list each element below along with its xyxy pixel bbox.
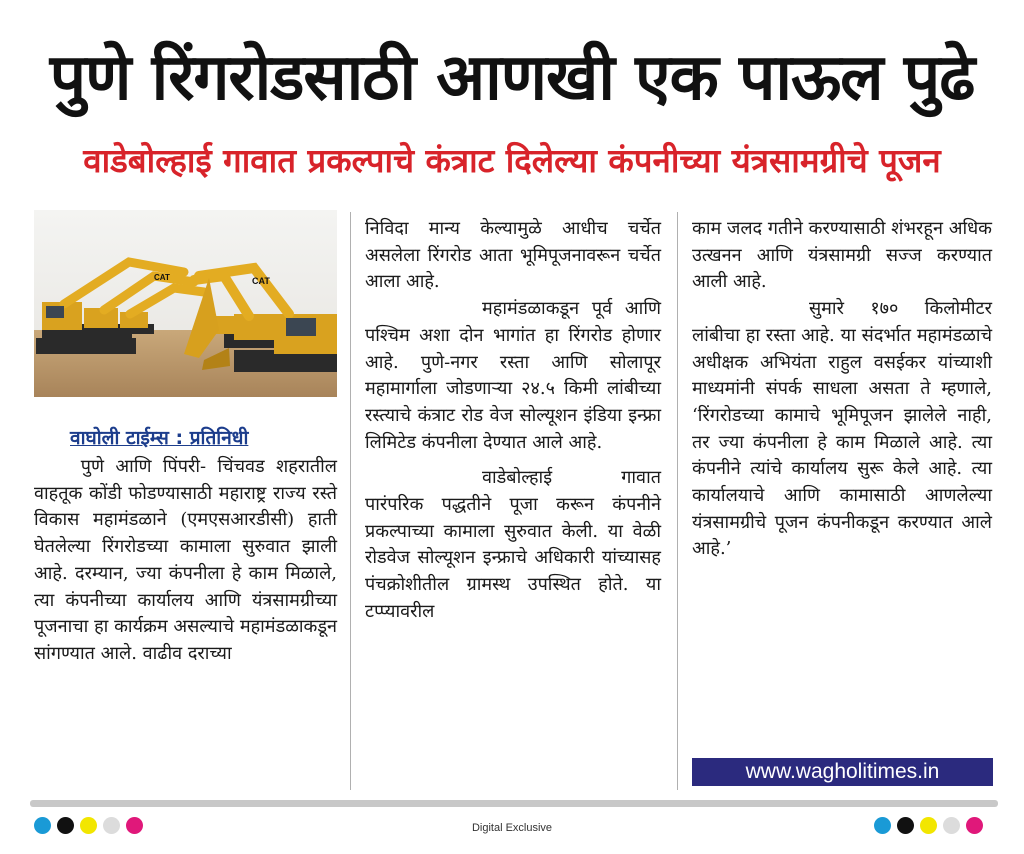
registration-marks-right xyxy=(874,817,983,834)
registration-dot-icon xyxy=(874,817,891,834)
news-photo xyxy=(34,210,337,397)
registration-dot-icon xyxy=(943,817,960,834)
article-column-1 xyxy=(34,454,337,668)
paragraph: सुमारे १७० किलोमीटर लांबीचा हा रस्ता आहे. या संदर्भात महामंडळाचे अधीक्षक अभियंता राहुल वसईकर यांच्याशी माध्यमांनी संपर्क साधला असता ते म्हणाले, ‘रिंगरोडच्या कामाचे भूमिपूजन झालेले नाही, तर ज्या कंपनीला हे काम मिळाले आहे. त्या कंपनीने त्यांचे कार्यालय सुरू केले आहे. त्या कार्यालयाचे आणि कामासाठी आणलेल्या यंत्रसामग्रीचे पूजन कंपनीकडून करण्यात आले आहे.’ xyxy=(692,298,992,560)
article-column-3 xyxy=(692,216,992,563)
headline: पुणे रिंगरोडसाठी आणखी एक पाऊल पुढे xyxy=(49,41,975,115)
registration-dot-icon xyxy=(966,817,983,834)
paragraph: वाडेबोल्हाई गावात पारंपरिक पद्धतीने पूजा करून कंपनीने प्रकल्पाच्या कामाला सुरुवात केली. या वेळी रोडवेज सोल्यूशन इन्फ्राचे अधिकारी यांच्यासह पंचक्रोशीतील ग्रामस्थ उपस्थित होते. या टप्प्यावरील xyxy=(365,467,661,622)
website-link[interactable]: www.wagholitimes.in xyxy=(692,758,993,786)
bottom-rule xyxy=(30,800,998,807)
paragraph: पुणे आणि पिंपरी- चिंचवड शहरातील वाहतूक कोंडी फोडण्यासाठी महाराष्ट्र राज्य रस्ते विकास महामंडळाने (एमएसआरडीसी) हाती घेतलेल्या रिंगरोडच्या कामाला सुरुवात झाली आहे. दरम्यान, ज्या कंपनीला हे काम मिळाले, त्या कंपनीच्या कार्यालय आणि यंत्रसामग्रीच्या पूजनाचा हा कार्यक्रम असल्याचे महामंडळाकडून सांगण्यात आले. वाढीव दराच्या xyxy=(34,456,337,664)
registration-dot-icon xyxy=(897,817,914,834)
column-divider xyxy=(350,212,351,790)
paragraph: महामंडळाकडून पूर्व आणि पश्चिम अशा दोन भागांत हा रिंगरोड होणार आहे. पुणे-नगर रस्ता आणि सोलापूर महामार्गाला जोडणाऱ्या २४.५ किमी लांबीच्या रस्त्याचे कंत्राट रोड वेज सोल्यूशन इंडिया इन्फ्रा लिमिटेड कंपनीला देण्यात आले आहे. xyxy=(365,298,661,453)
footer-label: Digital Exclusive xyxy=(471,822,553,834)
column-divider xyxy=(677,212,678,790)
paragraph: काम जलद गतीने करण्यासाठी शंभरहून अधिक उत्खनन आणि यंत्रसामग्री सज्ज करण्यात आली आहे. xyxy=(692,218,992,293)
paragraph: निविदा मान्य केल्यामुळे आधीच चर्चेत असलेला रिंगरोड आता भूमिपूजनावरून चर्चेत आला आहे. xyxy=(365,218,661,293)
subheadline: वाडेबोल्हाई गावात प्रकल्पाचे कंत्राट दिलेल्या कंपनीच्या यंत्रसामग्रीचे पूजन xyxy=(83,141,941,180)
cat-logo: CAT xyxy=(252,276,270,286)
excavators-photo xyxy=(34,210,337,397)
byline: वाघोली टाईम्स : प्रतिनिधी xyxy=(70,427,249,449)
article-column-2 xyxy=(365,216,661,626)
registration-dot-icon xyxy=(920,817,937,834)
cat-logo: CAT xyxy=(154,273,170,282)
